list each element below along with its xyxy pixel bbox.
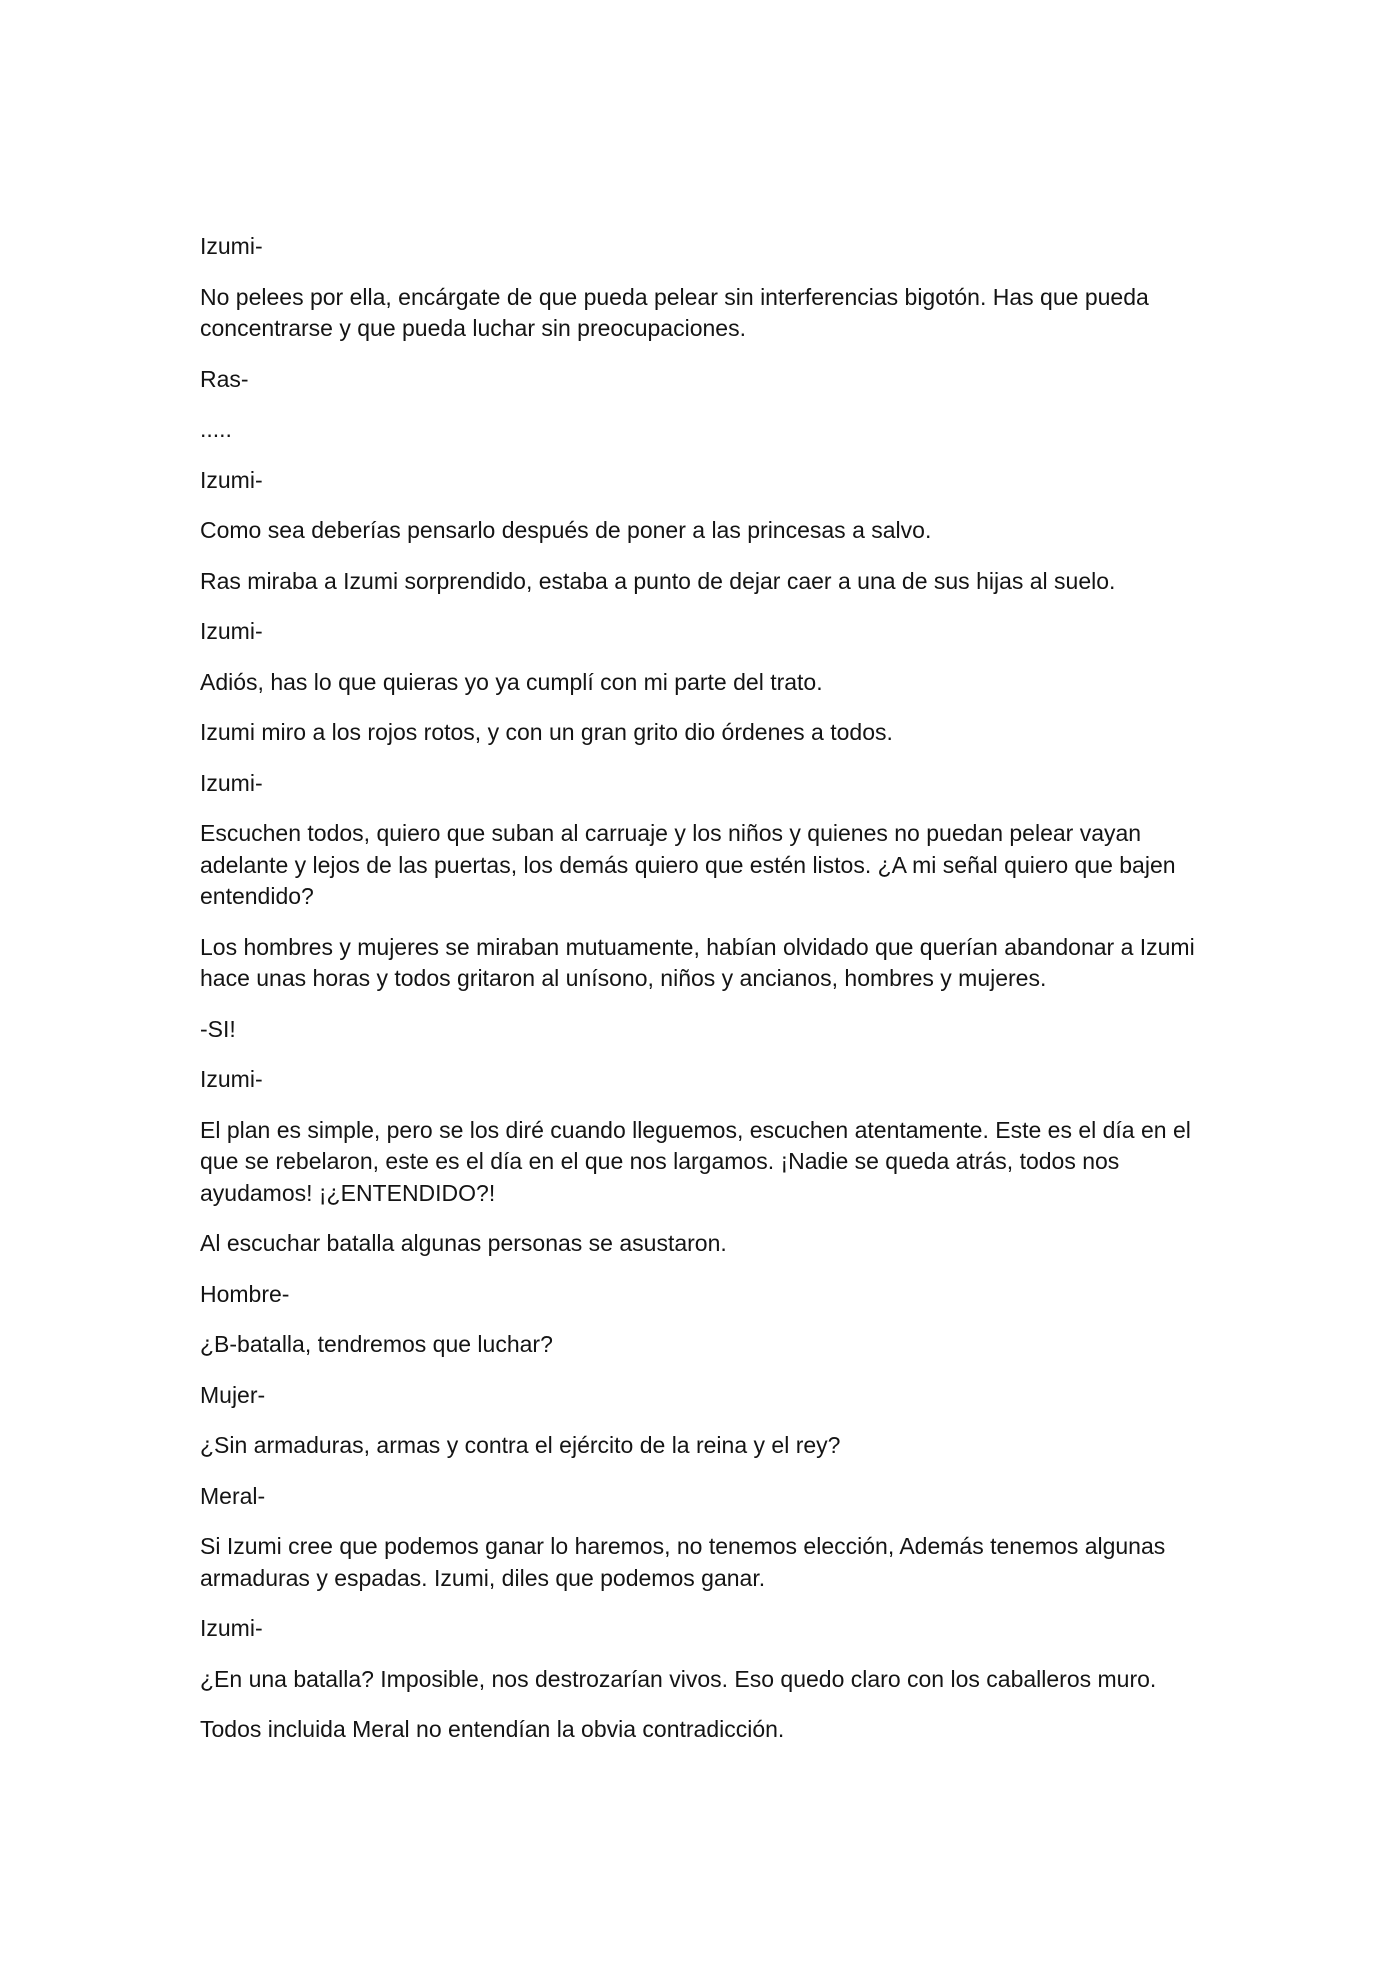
narration-paragraph: Al escuchar batalla algunas personas se asustaron. [200, 1230, 727, 1256]
narration-paragraph: Ras miraba a Izumi sorprendido, estaba a punto de dejar caer a una de sus hijas al suelo. [200, 567, 1116, 594]
speaker-label: Izumi- [200, 1066, 263, 1092]
speaker-label: Izumi- [200, 618, 263, 644]
document-body [200, 231, 1205, 1765]
dialogue-paragraph: Como sea deberías pensarlo después de poner a las princesas a salvo. [200, 517, 932, 543]
dialogue-paragraph: El plan es simple, pero se los diré cuando lleguemos, escuchen atentamente. Este es el día en el que se rebelaron, este es el día en el que nos largamos. ¡Nadie se queda atrás, todos nos ayudamos! ¡¿ENTENDIDO?! [200, 1116, 1191, 1206]
dialogue-paragraph: ..... [200, 416, 232, 442]
speaker-label: Izumi- [200, 769, 263, 796]
narration-paragraph: Izumi miro a los rojos rotos, y con un gran grito dio órdenes a todos. [200, 719, 893, 745]
narration-paragraph: Los hombres y mujeres se miraban mutuamente, habían olvidado que querían abandonar a Izumi hace unas horas y todos gritaron al unísono, niños y ancianos, hombres y mujeres. [200, 933, 1195, 991]
dialogue-paragraph: -SI! [200, 1015, 236, 1042]
speaker-label: Hombre- [200, 1280, 290, 1307]
speaker-label: Izumi- [200, 233, 263, 259]
dialogue-paragraph: ¿Sin armaduras, armas y contra el ejército de la reina y el rey? [200, 1432, 841, 1458]
dialogue-paragraph: Adiós, has lo que quieras yo ya cumplí con mi parte del trato. [200, 668, 823, 695]
speaker-label: Ras- [200, 365, 249, 392]
dialogue-paragraph: ¿En una batalla? Imposible, nos destrozarían vivos. Eso quedo claro con los caballeros muro. [200, 1665, 1157, 1692]
speaker-label: Izumi- [200, 466, 263, 493]
dialogue-paragraph: No pelees por ella, encárgate de que pueda pelear sin interferencias bigotón. Has que pueda concentrarse y que pueda luchar sin preocupaciones. [200, 283, 1149, 341]
dialogue-paragraph: ¿B-batalla, tendremos que luchar? [200, 1331, 553, 1357]
dialogue-paragraph: Escuchen todos, quiero que suban al carruaje y los niños y quienes no puedan pelear vayan adelante y lejos de las puertas, los demás quiero que estén listos. ¿A mi señal quiero que bajen entendido? [200, 820, 1176, 909]
dialogue-paragraph: Si Izumi cree que podemos ganar lo haremos, no tenemos elección, Además tenemos algunas armaduras y espadas. Izumi, diles que podemos ganar. [200, 1533, 1166, 1591]
narration-paragraph: Todos incluida Meral no entendían la obvia contradicción. [200, 1716, 785, 1742]
speaker-label: Mujer- [200, 1381, 266, 1408]
speaker-label: Meral- [200, 1482, 266, 1509]
speaker-label: Izumi- [200, 1615, 263, 1641]
